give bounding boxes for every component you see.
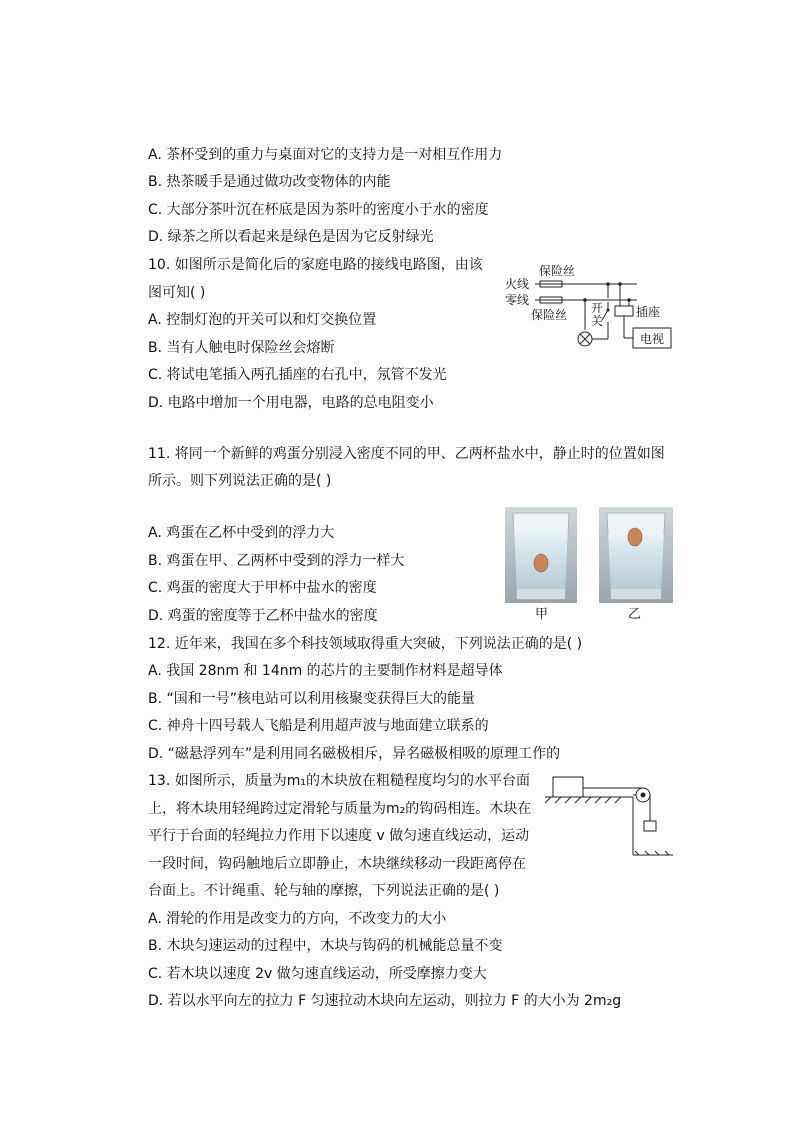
fuse-top-label: 保险丝 xyxy=(539,264,576,278)
q11-option-a: A. 鸡蛋在乙杯中受到的浮力大 xyxy=(148,525,335,541)
q11-option-c: C. 鸡蛋的密度大于甲杯中盐水的密度 xyxy=(148,580,377,596)
cup-b-label: 乙 xyxy=(628,607,642,622)
q12-option-c: C. 神舟十四号载人飞船是利用超声波与地面建立联系的 xyxy=(148,718,489,734)
q13-stem-line5: 台面上。不计绳重、轮与轴的摩擦，下列说法正确的是( ) xyxy=(148,883,500,899)
q9-option-a: A. 茶杯受到的重力与桌面对它的支持力是一对相互作用力 xyxy=(148,147,503,163)
q10-option-a: A. 控制灯泡的开关可以和灯交换位置 xyxy=(148,312,377,328)
circuit-diagram xyxy=(505,260,680,355)
q12-option-a: A. 我国 28nm 和 14nm 的芯片的主要制作材料是超导体 xyxy=(148,663,503,679)
q13-option-c: C. 若木块以速度 2v 做匀速直线运动，所受摩擦力变大 xyxy=(148,966,487,982)
q13-option-d: D. 若以水平向左的拉力 F 匀速拉动木块向左运动，则拉力 F 的大小为 2m₂g xyxy=(148,993,622,1009)
q12-option-d: D. “磁悬浮列车”是利用同名磁极相斥，异名磁极相吸的原理工作的 xyxy=(148,746,561,762)
tv-label: 电视 xyxy=(640,332,665,346)
neutral-wire-label: 零线 xyxy=(505,293,530,307)
q13-stem-line2: 上，将木块用轻绳跨过定滑轮与质量为m₂的钩码相连。木块在 xyxy=(148,801,532,817)
q12-option-b: B. “国和一号”核电站可以利用核聚变获得巨大的能量 xyxy=(148,691,476,707)
q9-option-b: B. 热茶暖手是通过做功改变物体的内能 xyxy=(148,174,391,190)
q13-stem-line3: 平行于台面的轻绳拉力作用下以速度 v 做匀速直线运动，运动 xyxy=(148,828,530,844)
q13-option-b: B. 木块匀速运动的过程中，木块与钩码的机械能总量不变 xyxy=(148,938,503,954)
q10-option-d: D. 电路中增加一个用电器，电路的总电阻变小 xyxy=(148,395,434,411)
q10-stem-line2: 图可知( ) xyxy=(148,285,206,301)
q10-option-c: C. 将试电笔插入两孔插座的右孔中，氖管不发光 xyxy=(148,367,447,383)
egg-cups-svg xyxy=(505,507,673,603)
pulley-diagram xyxy=(545,775,673,857)
q9-option-d: D. 绿茶之所以看起来是绿色是因为它反射绿光 xyxy=(148,229,434,245)
q13-stem-line4: 一段时间，钩码触地后立即静止，木块继续移动一段距离停在 xyxy=(148,856,526,872)
q9-option-c: C. 大部分茶叶沉在杯底是因为茶叶的密度小于水的密度 xyxy=(148,202,489,218)
socket-label: 插座 xyxy=(636,305,661,319)
q10-option-b: B. 当有人触电时保险丝会熔断 xyxy=(148,340,335,356)
q10-stem-line1: 10. 如图所示是简化后的家庭电路的接线电路图，由该 xyxy=(148,257,483,273)
fuse-bottom-label: 保险丝 xyxy=(531,308,568,322)
q11-stem-line1: 11. 将同一个新鲜的鸡蛋分别浸入密度不同的甲、乙两杯盐水中，静止时的位置如图 xyxy=(148,446,665,462)
q11-option-b: B. 鸡蛋在甲、乙两杯中受到的浮力一样大 xyxy=(148,553,405,569)
switch-label: 开关 xyxy=(591,301,604,328)
q11-option-d: D. 鸡蛋的密度等于乙杯中盐水的密度 xyxy=(148,608,378,624)
live-wire-label: 火线 xyxy=(505,277,530,291)
pulley-svg xyxy=(545,775,673,857)
egg-cups-figure xyxy=(505,507,673,625)
q12-stem: 12. 近年来，我国在多个科技领域取得重大突破，下列说法正确的是( ) xyxy=(148,636,583,652)
cup-a-label: 甲 xyxy=(535,607,549,622)
q13-stem-line1: 13. 如图所示，质量为m₁的木块放在粗糙程度均匀的水平台面 xyxy=(148,773,530,789)
q13-option-a: A. 滑轮的作用是改变力的方向，不改变力的大小 xyxy=(148,911,447,927)
q11-stem-line2: 所示。则下列说法正确的是( ) xyxy=(148,473,332,489)
